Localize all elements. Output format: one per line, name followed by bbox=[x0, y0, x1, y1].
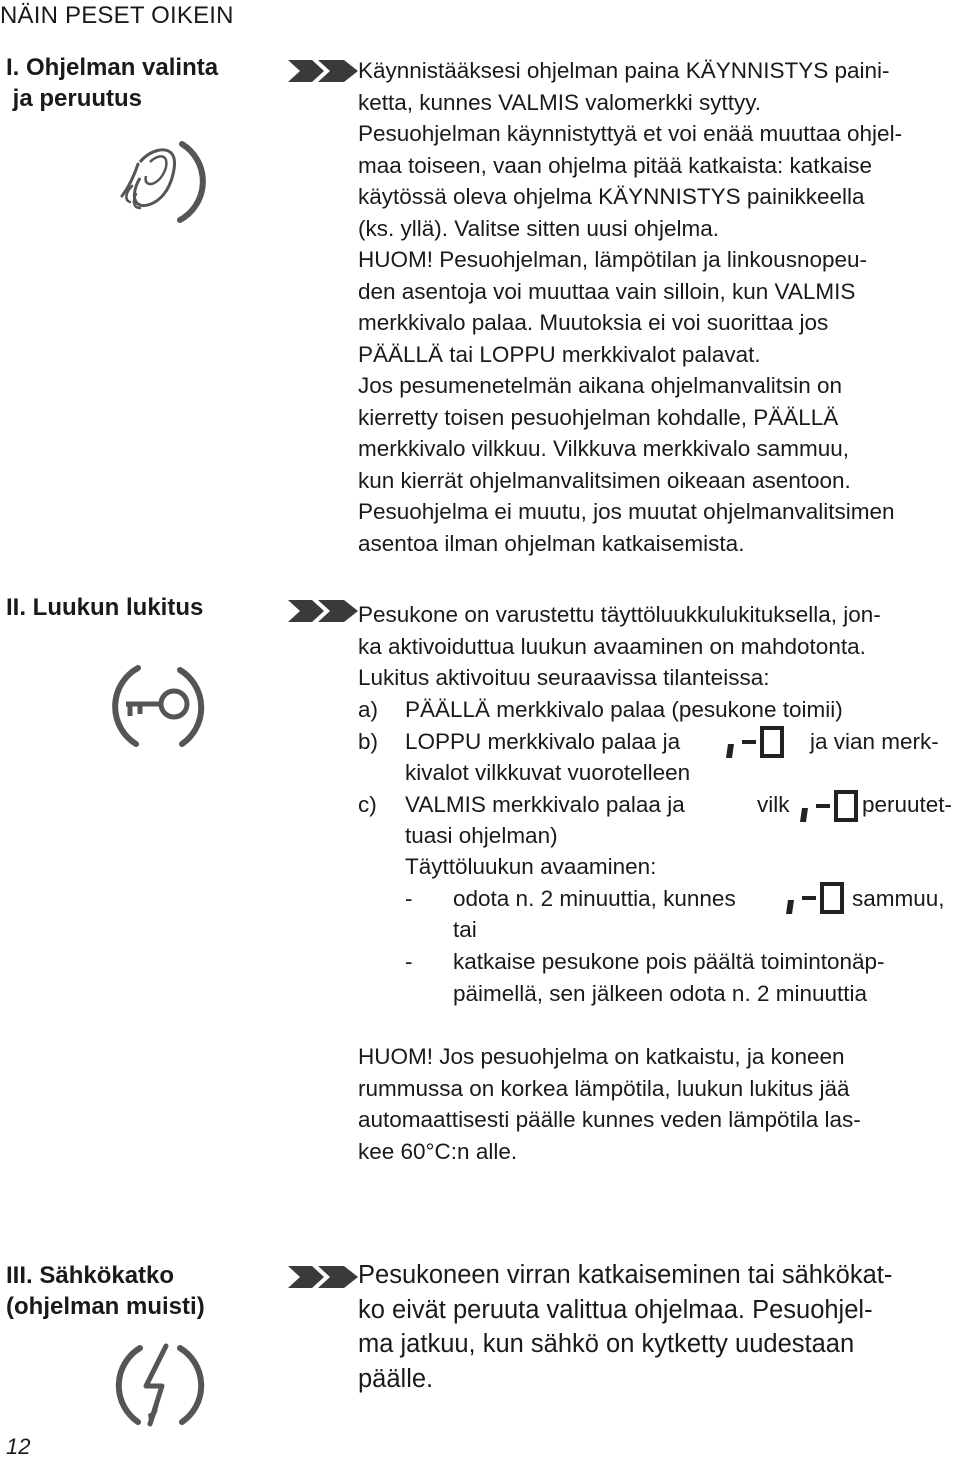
text-line: Lukitus aktivoituu seuraavissa tilanteissa: bbox=[358, 665, 770, 690]
list-item-text: odota n. 2 minuuttia, kunnes bbox=[453, 886, 736, 911]
list-item-text: sammuu, bbox=[852, 886, 945, 911]
list-item-text: kivalot vilkkuvat vuorotelleen bbox=[405, 760, 691, 785]
finger-press-icon bbox=[110, 132, 210, 232]
text-line: ketta, kunnes VALMIS valomerkki syttyy. bbox=[358, 89, 762, 115]
text-line: Jos pesumenetelmän aikana ohjelmanvalitsin on bbox=[358, 373, 843, 398]
text-line: merkkivalo palaa. Muutoksia ei voi suorittaa jos bbox=[358, 310, 829, 335]
pointer-arrow-icon bbox=[288, 600, 358, 622]
list-item-text: peruutet- bbox=[862, 792, 953, 817]
list-item-text: LOPPU merkkivalo palaa ja bbox=[405, 729, 681, 754]
section-3-heading-line: III. Sähkökatko bbox=[6, 1262, 175, 1289]
list-item-text: ja vian merk- bbox=[810, 729, 939, 754]
text-line: asentoa ilman ohjelman katkaisemista. bbox=[358, 530, 745, 556]
section-3-heading-line: (ohjelman muisti) bbox=[6, 1293, 205, 1320]
display-symbol-icon bbox=[782, 882, 850, 914]
text-line: ma jatkuu, kun sähkö on kytketty uudestaan bbox=[358, 1330, 855, 1358]
pointer-arrow-icon bbox=[288, 1266, 358, 1288]
list-item-text: katkaise pesukone pois päältä toimintonäp- bbox=[453, 949, 885, 974]
list-item-text: vilk bbox=[757, 792, 790, 817]
section-3-body bbox=[358, 1258, 892, 1396]
list-item-text: päimellä, sen jälkeen odota n. 2 minuuttia bbox=[453, 981, 868, 1006]
text-line: ka aktivoiduttua luukun avaaminen on mahdotonta. bbox=[358, 633, 866, 659]
key-icon bbox=[110, 658, 210, 758]
lightning-icon bbox=[110, 1336, 210, 1436]
list-marker: b) bbox=[358, 729, 379, 754]
section-1-heading-line: I. Ohjelman valinta bbox=[6, 54, 219, 81]
section-2-heading-line: II. Luukun lukitus bbox=[6, 594, 204, 621]
list-item-text: tuasi ohjelman) bbox=[405, 823, 558, 848]
list-marker: c) bbox=[358, 792, 377, 817]
text-line: Käynnistääksesi ohjelman paina KÄYNNISTYS paini- bbox=[358, 58, 890, 83]
list-marker: a) bbox=[358, 697, 379, 722]
pointer-arrow-icon bbox=[288, 60, 358, 82]
section-1-heading bbox=[6, 52, 218, 114]
text-line: päälle. bbox=[358, 1364, 434, 1393]
text-line: Pesuohjelma ei muutu, jos muutat ohjelmanvalitsimen bbox=[358, 499, 895, 524]
opening-title: Täyttöluukun avaaminen: bbox=[405, 854, 657, 879]
text-line: kierretty toisen pesuohjelman kohdalle, PÄÄLLÄ bbox=[358, 404, 839, 430]
text-line: HUOM! Pesuohjelman, lämpötilan ja linkousnopeu- bbox=[358, 247, 868, 272]
page-number: 12 bbox=[6, 1434, 31, 1459]
text-line: maa toiseen, vaan ohjelma pitää katkaista: katkaise bbox=[358, 152, 873, 178]
list-item-text: tai bbox=[453, 917, 477, 942]
text-line: käytössä oleva ohjelma KÄYNNISTYS painikkeella bbox=[358, 184, 865, 209]
text-line: (ks. yllä). Valitse sitten uusi ohjelma. bbox=[358, 215, 719, 241]
text-line: Pesukone on varustettu täyttöluukkulukituksella, jon- bbox=[358, 602, 881, 627]
text-line: Pesuohjelman käynnistyttyä et voi enää muuttaa ohjel- bbox=[358, 121, 903, 146]
text-line: kun kierrät ohjelmanvalitsimen oikeaan asentoon. bbox=[358, 467, 851, 493]
text-line: merkkivalo vilkkuu. Vilkkuva merkkivalo sammuu, bbox=[358, 436, 849, 461]
page-title: NÄIN PESET OIKEIN bbox=[0, 2, 234, 29]
section-2-body bbox=[358, 599, 881, 694]
display-symbol-icon bbox=[722, 726, 790, 758]
section-2-heading bbox=[6, 592, 203, 623]
section-3-heading bbox=[6, 1260, 205, 1322]
text-line: HUOM! Jos pesuohjelma on katkaistu, ja koneen bbox=[358, 1044, 845, 1069]
display-symbol-icon bbox=[796, 790, 864, 822]
text-line: automaattisesti päälle kunnes veden lämpötila las- bbox=[358, 1107, 861, 1132]
list-marker: - bbox=[405, 886, 413, 911]
section-1-body bbox=[358, 55, 902, 559]
section-2-note bbox=[358, 1041, 861, 1167]
text-line: ko eivät peruuta valittua ohjelmaa. Pesuohjel- bbox=[358, 1295, 873, 1324]
list-item-text: PÄÄLLÄ merkkivalo palaa (pesukone toimii) bbox=[405, 697, 843, 722]
section-1-heading-line: ja peruutus bbox=[6, 85, 143, 112]
text-line: Pesukoneen virran katkaiseminen tai sähkökat- bbox=[358, 1261, 893, 1289]
text-line: PÄÄLLÄ tai LOPPU merkkivalot palavat. bbox=[358, 341, 761, 367]
text-line: den asentoja voi muuttaa vain silloin, kun VALMIS bbox=[358, 278, 856, 304]
list-marker: - bbox=[405, 949, 413, 974]
text-line: kee 60°C:n alle. bbox=[358, 1138, 518, 1164]
list-item-text: VALMIS merkkivalo palaa ja bbox=[405, 792, 685, 817]
text-line: rummussa on korkea lämpötila, luukun lukitus jää bbox=[358, 1075, 850, 1101]
